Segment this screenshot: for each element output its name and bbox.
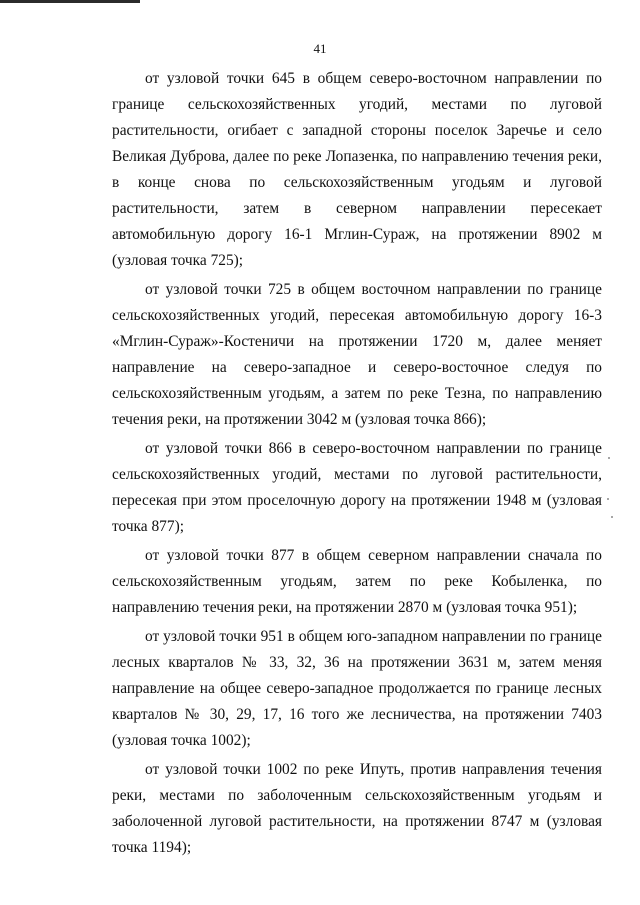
page-number: 41 — [313, 41, 327, 56]
scan-speck — [608, 457, 610, 459]
scan-speck — [611, 516, 613, 518]
paragraph-node-866: от узловой точки 866 в северо-восточном направлении по границе сельскохозяйственных угодий, местами по луговой растительности, пересекая при этом проселочную дорогу на протяжении 1948 м (узловая точка 877); — [112, 440, 602, 535]
top-left-scan-line — [0, 0, 140, 3]
scan-speck — [607, 498, 609, 500]
document-body — [112, 66, 602, 861]
paragraph-node-645: от узловой точки 645 в общем северо-восточном направлении по границе сельскохозяйственных угодий, местами по луговой растительности, огибает с западной стороны поселок Заречье и село Великая Дуброва, далее по реке Лопазенка, по направлению течения реки, в конце снова по сельскохозяйственным угодьям и луговой растительности, затем в северном направлении пересекает автомобильную дорогу 16-1 Мглин-Сураж, на протяжении 8902 м (узловая точка 725); — [112, 70, 602, 269]
paragraph-node-1002: от узловой точки 1002 по реке Ипуть, против направления течения реки, местами по заболоченным сельскохозяйственным угодьям и заболоченной луговой растительности, на протяжении 8747 м (узловая точка 1194); — [112, 761, 602, 856]
paragraph-node-877: от узловой точки 877 в общем северном направлении сначала по сельскохозяйственным угодьям, затем по реке Кобыленка, по направлению течения реки, на протяжении 2870 м (узловая точка 951); — [112, 547, 602, 616]
paragraph-node-725: от узловой точки 725 в общем восточном направлении по границе сельскохозяйственных угодий, пересекая автомобильную дорогу 16-3 «Мглин-Сураж»-Костеничи на протяжении 1720 м, далее меняет направление на северо-западное и северо-восточное следуя по сельскохозяйственным угодьям, а затем по реке Тезна, по направлению течения реки, на протяжении 3042 м (узловая точка 866); — [112, 281, 602, 428]
paragraph-node-951: от узловой точки 951 в общем юго-западном направлении по границе лесных кварталов № 33, 32, 36 на протяжении 3631 м, затем меняя направление на общее северо-западное продолжается по границе лесных кварталов № 30, 29, 17, 16 того же лесничества, на протяжении 7403 (узловая точка 1002); — [112, 628, 602, 749]
